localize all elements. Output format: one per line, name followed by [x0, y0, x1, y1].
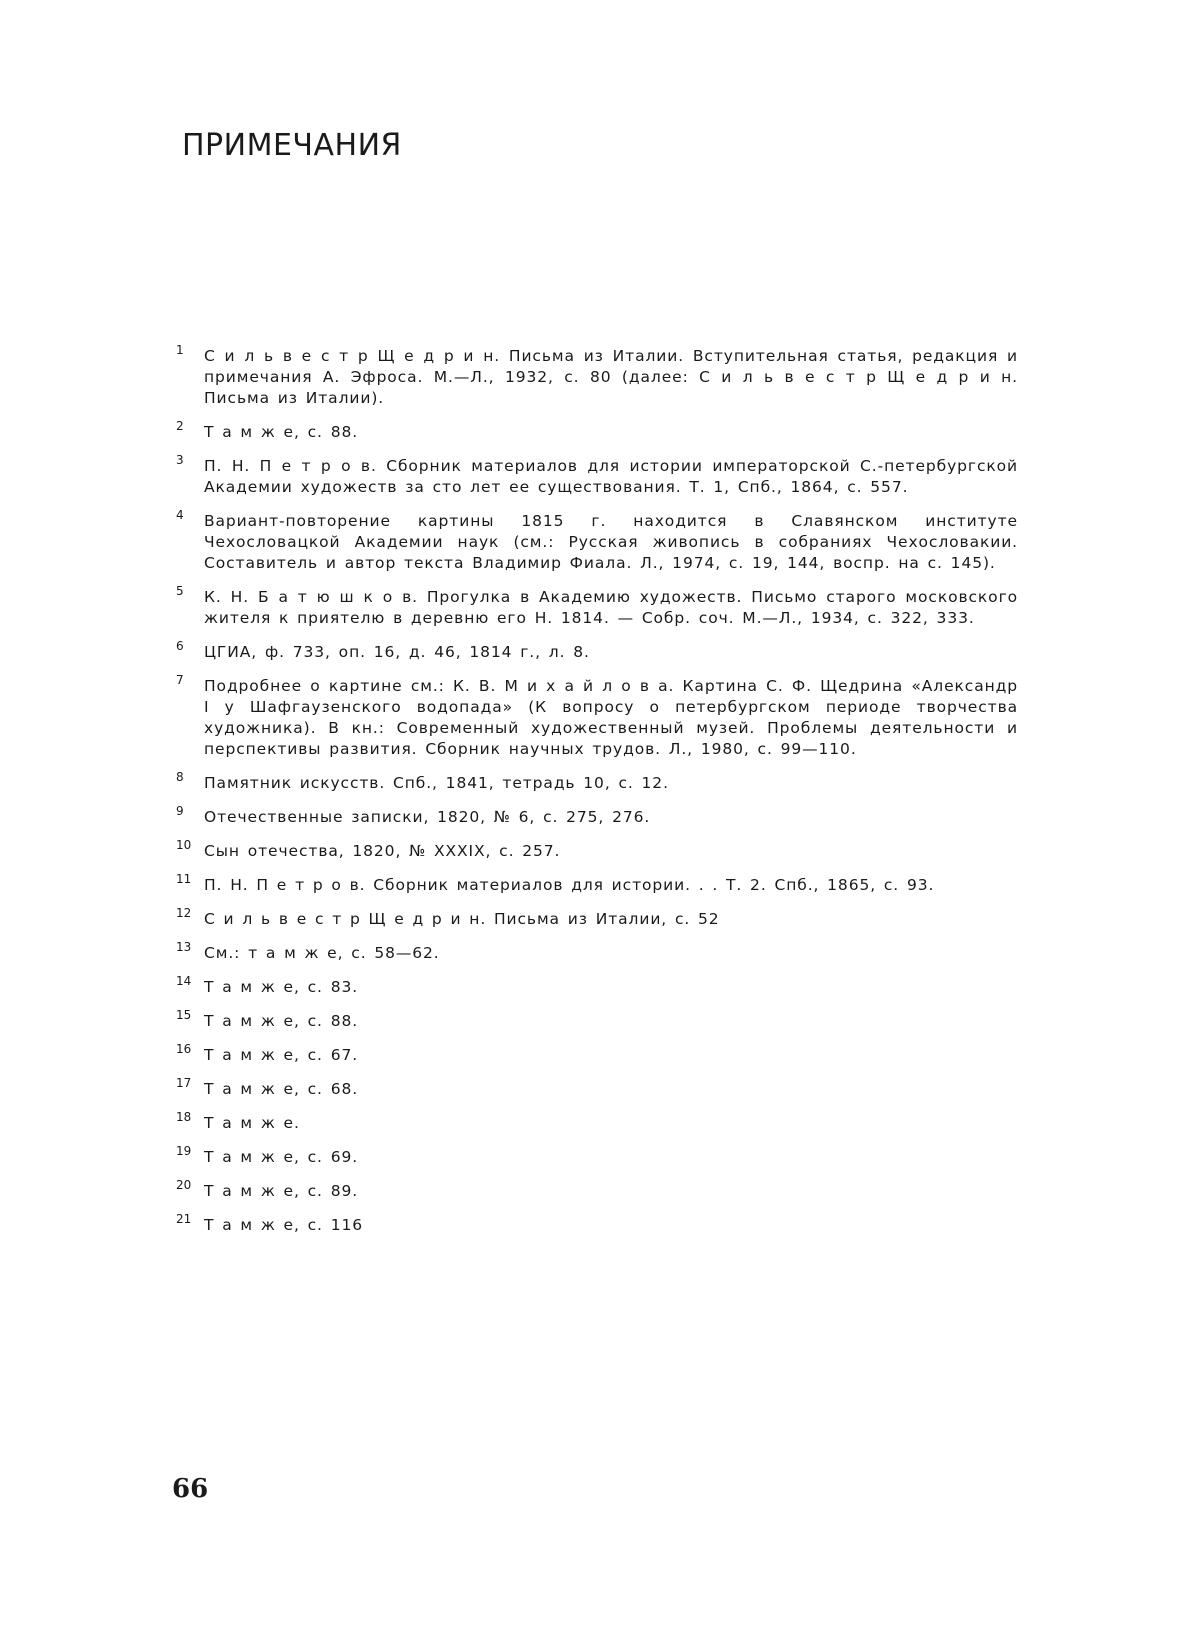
note-number: 10 [176, 838, 192, 852]
note-number: 4 [176, 508, 184, 522]
note-number: 9 [176, 804, 184, 818]
note-item [176, 639, 1018, 663]
note-number: 20 [176, 1178, 192, 1192]
note-item [176, 1178, 1018, 1202]
note-item [176, 804, 1018, 828]
note-item [176, 1076, 1018, 1100]
note-number: 21 [176, 1212, 192, 1226]
note-text: П. Н. П е т р о в. Сборник материалов для истории императорской С.-петербургской Академии художеств за сто лет ее существования. Т. 1, Спб., 1864, с. 557. [204, 457, 1018, 496]
note-item [176, 453, 1018, 498]
note-text: Т а м ж е, с. 116 [204, 1216, 363, 1234]
note-item [176, 343, 1018, 409]
note-number: 16 [176, 1042, 192, 1056]
note-item [176, 584, 1018, 629]
note-text: Подробнее о картине см.: К. В. М и х а й л о в а. Картина С. Ф. Щедрина «Александр I у Шафгаузенского водопада» (К вопросу о петербургском периоде творчества художника). В кн.: Современный художественный музей. Проблемы деятельности и перспективы развития. Сборник научных трудов. Л., 1980, с. 99—110. [204, 677, 1018, 758]
note-item [176, 838, 1018, 862]
note-text: Сын отечества, 1820, № XXXIX, с. 257. [204, 842, 561, 860]
note-text: С и л ь в е с т р Щ е д р и н. Письма из Италии. Вступительная статья, редакция и примечания А. Эфроса. М.—Л., 1932, с. 80 (далее: С и л ь в е с т р Щ е д р и н. Письма из Италии). [204, 347, 1018, 407]
note-text: Т а м ж е, с. 68. [204, 1080, 359, 1098]
note-number: 17 [176, 1076, 192, 1090]
note-item [176, 1212, 1018, 1236]
note-number: 5 [176, 584, 184, 598]
note-item [176, 940, 1018, 964]
note-text: Т а м ж е, с. 89. [204, 1182, 359, 1200]
note-number: 12 [176, 906, 192, 920]
note-number: 3 [176, 453, 184, 467]
notes-list [176, 343, 1018, 1249]
note-item [176, 974, 1018, 998]
page-number: 66 [172, 1474, 209, 1504]
note-text: Т а м ж е, с. 67. [204, 1046, 359, 1064]
note-text: П. Н. П е т р о в. Сборник материалов для истории. . . Т. 2. Спб., 1865, с. 93. [204, 876, 935, 894]
note-text: Т а м ж е, с. 88. [204, 1012, 359, 1030]
note-number: 2 [176, 419, 184, 433]
note-item [176, 419, 1018, 443]
note-text: Т а м ж е, с. 88. [204, 423, 359, 441]
note-number: 7 [176, 673, 184, 687]
note-number: 1 [176, 343, 184, 357]
note-text: Памятник искусств. Спб., 1841, тетрадь 10, с. 12. [204, 774, 669, 792]
note-item [176, 508, 1018, 574]
note-item [176, 770, 1018, 794]
note-number: 11 [176, 872, 192, 886]
note-number: 13 [176, 940, 192, 954]
note-number: 6 [176, 639, 184, 653]
note-text: ЦГИА, ф. 733, оп. 16, д. 46, 1814 г., л. 8. [204, 643, 590, 661]
note-number: 15 [176, 1008, 192, 1022]
note-item [176, 1110, 1018, 1134]
note-item [176, 872, 1018, 896]
note-number: 18 [176, 1110, 192, 1124]
note-text: Вариант-повторение картины 1815 г. находится в Славянском институте Чехословацкой Академии наук (см.: Русская живопись в собраниях Чехословакии. Составитель и автор текста Владимир Фиала. Л., 1974, с. 19, 144, воспр. на с. 145). [204, 512, 1018, 572]
note-text: Т а м ж е, с. 69. [204, 1148, 359, 1166]
note-number: 14 [176, 974, 192, 988]
note-text: С и л ь в е с т р Щ е д р и н. Письма из Италии, с. 52 [204, 910, 720, 928]
note-item [176, 1042, 1018, 1066]
note-text: Т а м ж е, с. 83. [204, 978, 359, 996]
note-item [176, 673, 1018, 760]
note-item [176, 1008, 1018, 1032]
note-number: 8 [176, 770, 184, 784]
note-text: Отечественные записки, 1820, № 6, с. 275, 276. [204, 808, 651, 826]
note-text: К. Н. Б а т ю ш к о в. Прогулка в Академию художеств. Письмо старого московского жителя к приятелю в деревню его Н. 1814. — Собр. соч. М.—Л., 1934, с. 322, 333. [204, 588, 1018, 627]
note-text: См.: т а м ж е, с. 58—62. [204, 944, 440, 962]
note-text: Т а м ж е. [204, 1114, 300, 1132]
note-item [176, 906, 1018, 930]
page-title: ПРИМЕЧАНИЯ [182, 128, 402, 163]
note-item [176, 1144, 1018, 1168]
note-number: 19 [176, 1144, 192, 1158]
